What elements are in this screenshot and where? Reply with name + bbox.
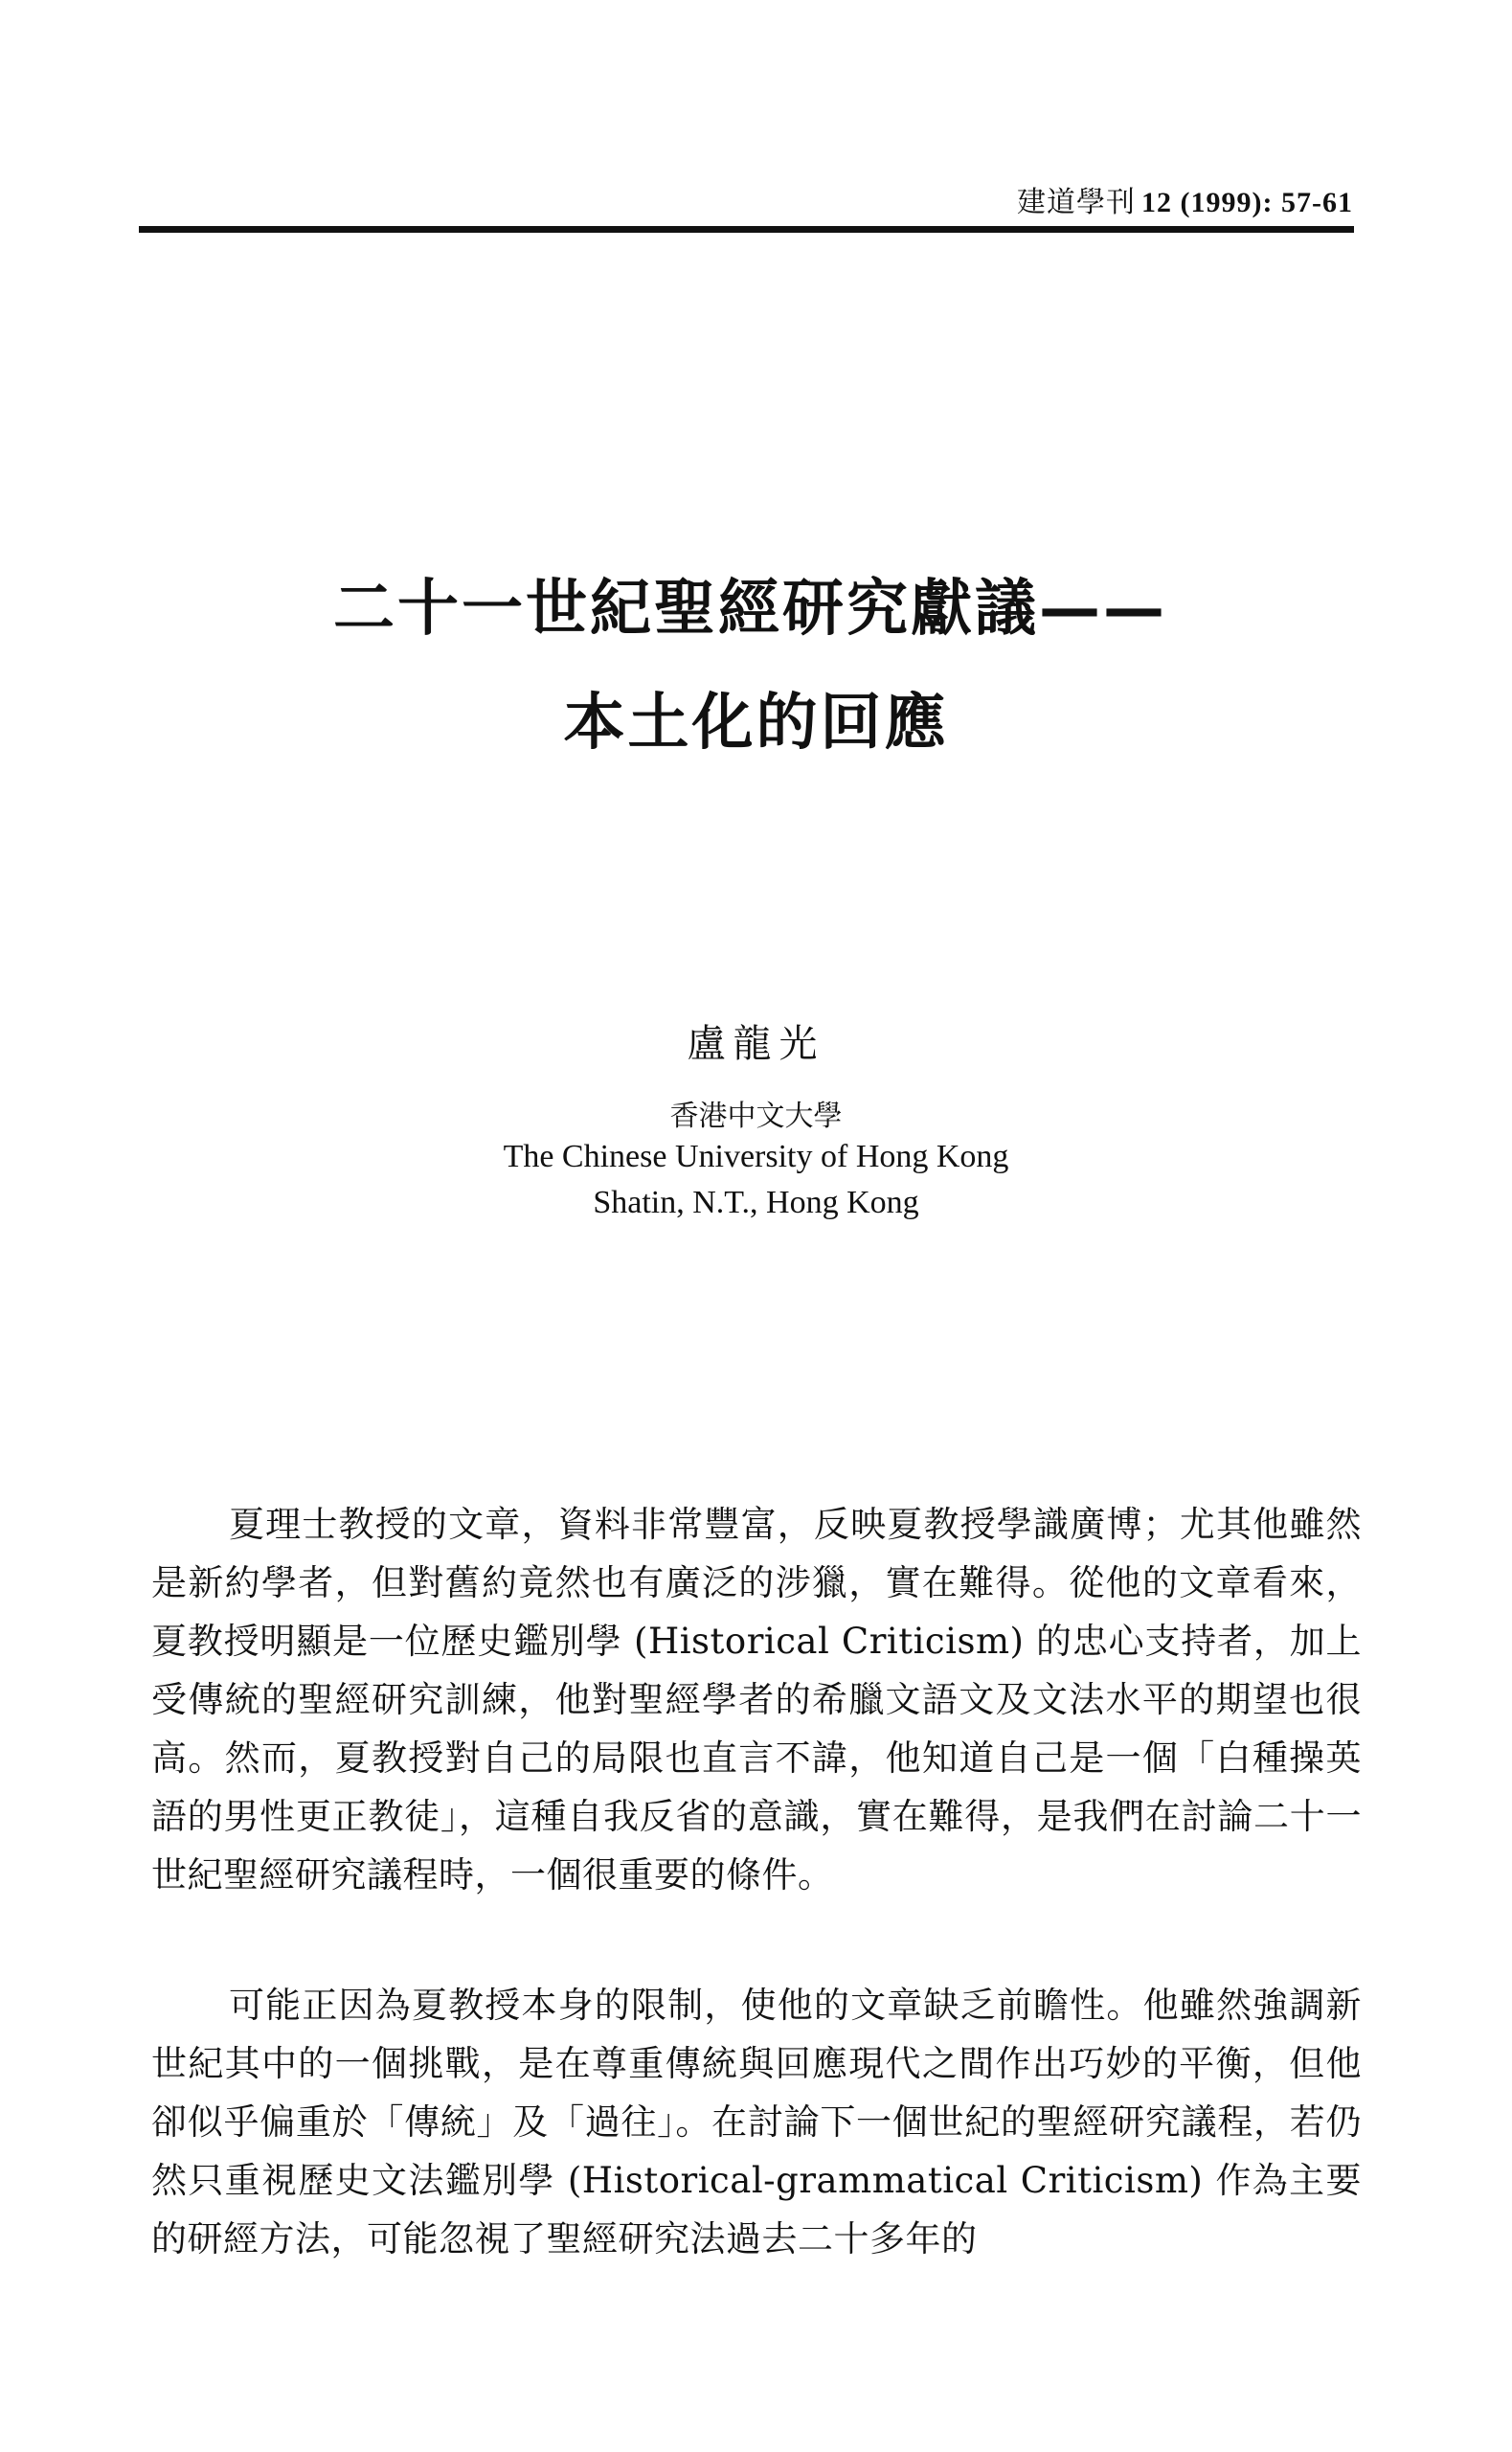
article-subtitle: 本土化的回應 <box>563 688 949 759</box>
affiliation-chinese: 香港中文大學 <box>669 1100 843 1133</box>
article-title: 二十一世紀聖經研究獻議—— <box>333 574 1167 645</box>
affiliation-address: Shatin, N.T., Hong Kong <box>593 1185 919 1220</box>
author-name: 盧龍光 <box>687 1022 825 1066</box>
affiliation-english: The Chinese University of Hong Kong <box>503 1139 1009 1174</box>
body-paragraph: 可能正因為夏教授本身的限制，使他的文章缺乏前瞻性。他雖然強調新世紀其中的一個挑戰，是在尊重傳統與回應現代之間作出巧妙的平衡，但他卻似乎偏重於「傳統」及「過往」。在討論下一個世紀的聖經研究議程，若仍然只重視歷史文法鑑別學 (Historical-grammatical Criticism) 作為主要的研經方法，可能忽視了聖經研究法過去二十多年的 <box>151 1985 1362 2259</box>
journal-name: 建道學刊 <box>1017 186 1137 219</box>
header-rule <box>139 226 1354 233</box>
journal-citation <box>1017 178 1353 220</box>
volume-pages: 12 (1999): 57-61 <box>1141 187 1353 218</box>
body-paragraph: 夏理士教授的文章，資料非常豐富，反映夏教授學識廣博；尤其他雖然是新約學者，但對舊約竟然也有廣泛的涉獵，實在難得。從他的文章看來，夏教授明顯是一位歷史鑑別學 (Historical Criticism) 的忠心支持者，加上受傳統的聖經研究訓練，他對聖經學者的希臘文語文及文法水平的期望也很高。然而，夏教授對自己的局限也直言不諱，他知道自己是一個「白種操英語的男性更正教徒」，這種自我反省的意識，實在難得，是我們在討論二十一世紀聖經研究議程時，一個很重要的條件。 <box>151 1504 1362 1896</box>
